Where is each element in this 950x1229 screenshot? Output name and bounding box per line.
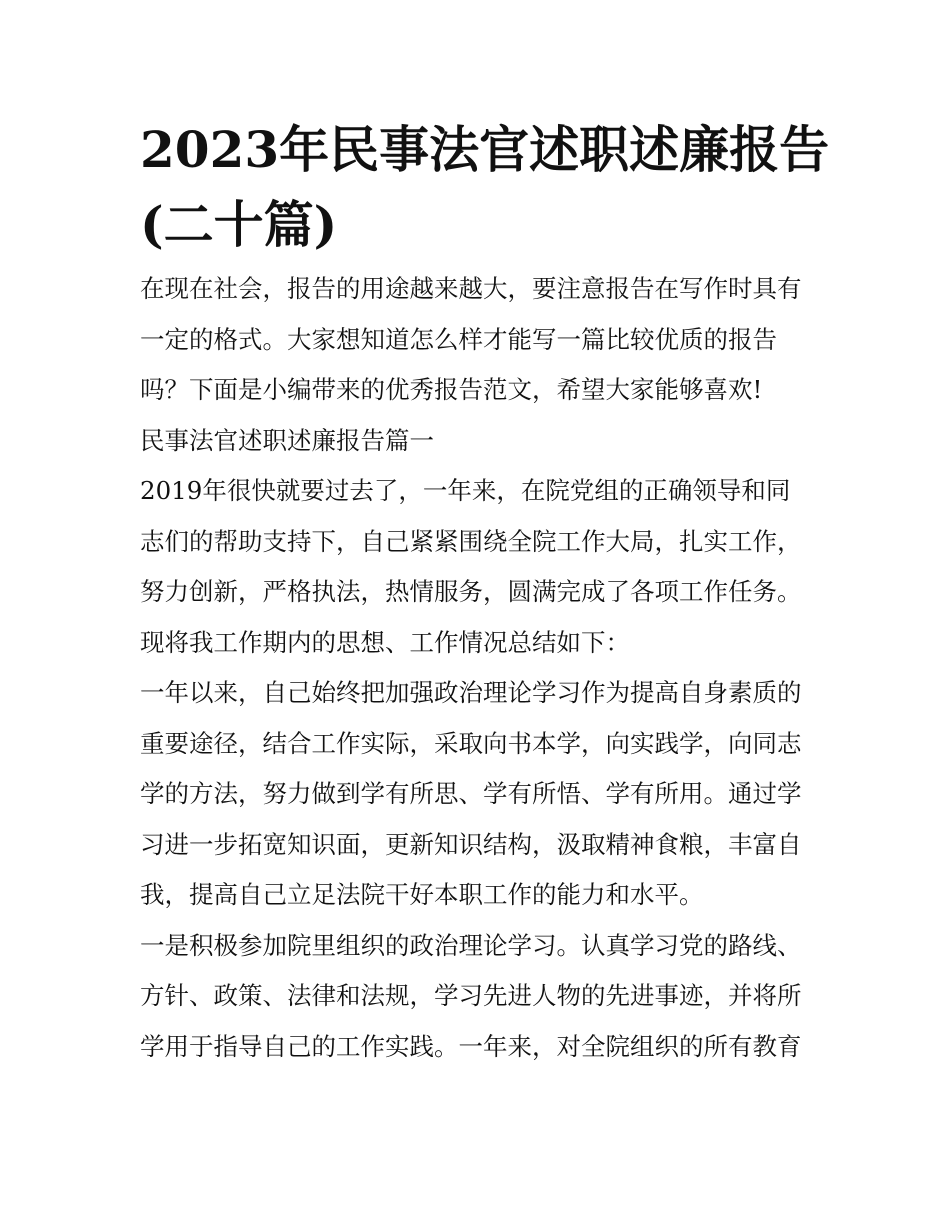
paragraph-2-line-2: 重要途径，结合工作实际，采取向书本学，向实践学，向同志 bbox=[140, 728, 802, 758]
document-body bbox=[140, 264, 815, 1072]
intro-line-2: 一定的格式。大家想知道怎么样才能写一篇比较优质的报告 bbox=[140, 324, 777, 354]
paragraph-3-line-1: 一是积极参加院里组织的政治理论学习。认真学习党的路线、 bbox=[140, 930, 802, 960]
paragraph-2-line-1: 一年以来，自己始终把加强政治理论学习作为提高自身素质的 bbox=[140, 678, 802, 707]
title-line-2: (二十篇) bbox=[140, 195, 338, 254]
document-title bbox=[140, 112, 830, 262]
document-page bbox=[140, 112, 830, 1072]
paragraph-2-line-4: 习进一步拓宽知识面，更新知识结构，汲取精神食粮，丰富自 bbox=[140, 829, 802, 859]
paragraph-2-line-3: 学的方法，努力做到学有所思、学有所悟、学有所用。通过学 bbox=[140, 779, 802, 808]
paragraph-1-line-2: 志们的帮助支持下，自己紧紧围绕全院工作大局，扎实工作， bbox=[140, 526, 802, 556]
paragraph-3-line-3: 学用于指导自己的工作实践。一年来，对全院组织的所有教育 bbox=[140, 1031, 802, 1061]
title-line-1: 2023年民事法官述职述廉报告 bbox=[140, 120, 830, 179]
intro-line-1: 在现在社会，报告的用途越来越大，要注意报告在写作时具有 bbox=[140, 274, 802, 303]
intro-line-3: 吗？下面是小编带来的优秀报告范文，希望大家能够喜欢! bbox=[140, 375, 763, 404]
section-heading: 民事法官述职述廉报告篇一 bbox=[140, 425, 434, 455]
paragraph-1-line-1: 2019年很快就要过去了，一年来，在院党组的正确领导和同 bbox=[140, 476, 791, 505]
paragraph-3-line-2: 方针、政策、法律和法规，学习先进人物的先进事迹，并将所 bbox=[140, 981, 802, 1010]
paragraph-1-line-3: 努力创新，严格执法，热情服务，圆满完成了各项工作任务。 bbox=[140, 577, 802, 606]
paragraph-2-line-5: 我，提高自己立足法院干好本职工作的能力和水平。 bbox=[140, 880, 704, 909]
paragraph-1-line-4: 现将我工作期内的思想、工作情况总结如下： bbox=[140, 627, 630, 657]
